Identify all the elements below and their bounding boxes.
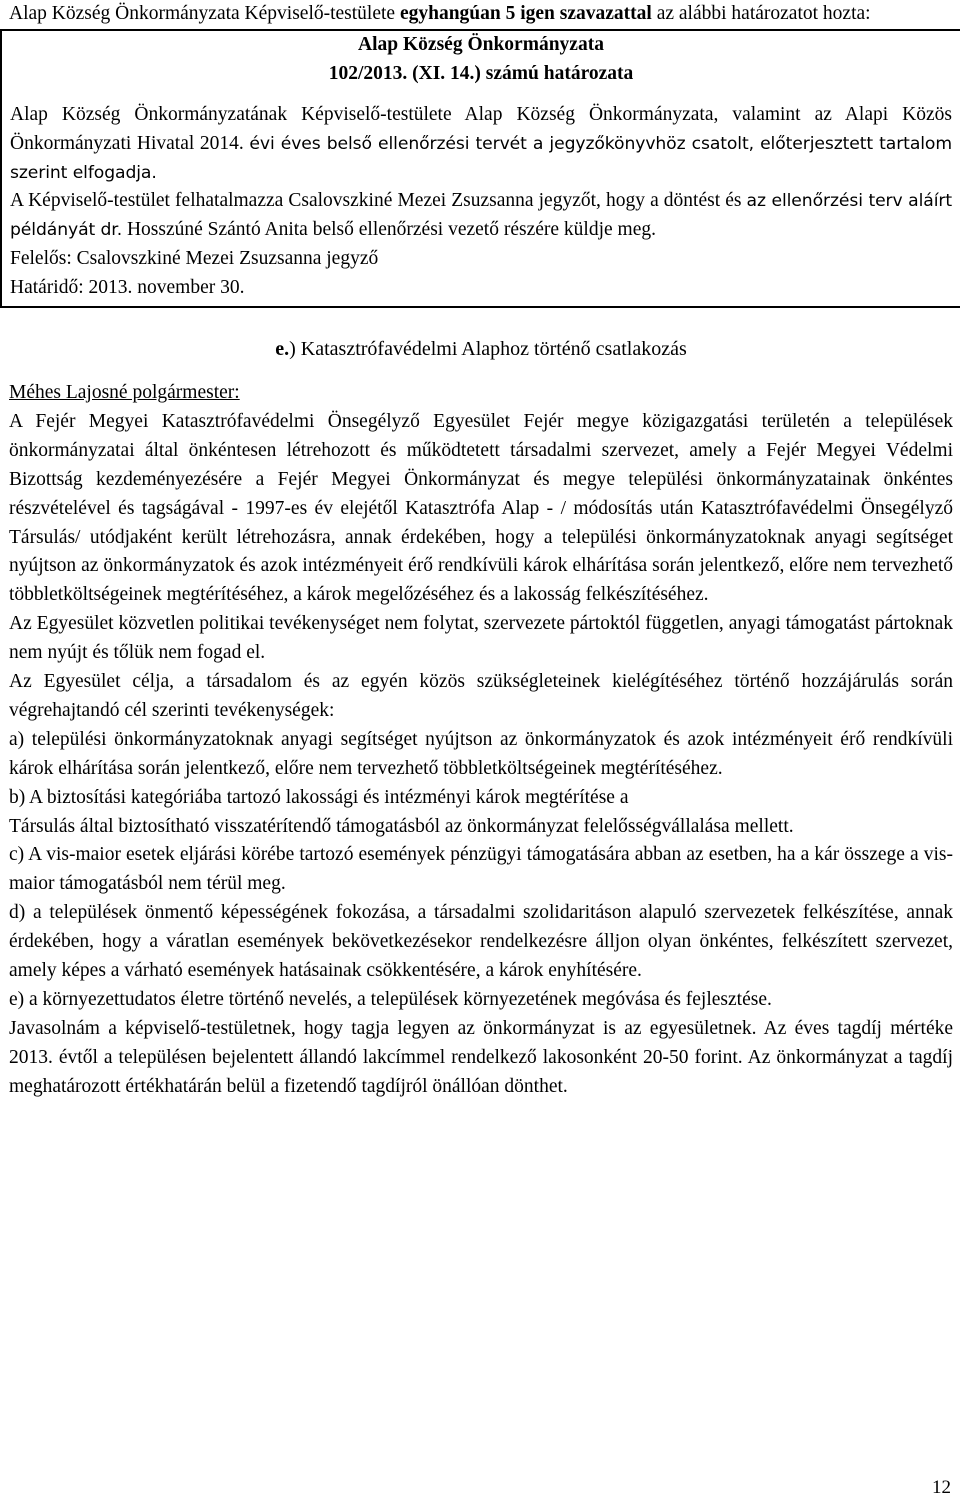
resolution-paragraph-2-a: A Képviselő-testület felhatalmazza Csalovszkiné Mezei Zsuzsanna jegyzőt, hogy a döntést és bbox=[10, 190, 747, 212]
resolution-title-line1: Alap Község Önkormányzata bbox=[358, 33, 604, 55]
section-body bbox=[9, 408, 953, 1102]
section-paragraph: a) települési önkormányzatoknak anyagi segítséget nyújtson az önkormányzatok és azok intézményeit érő rendkívüli károk elhárítása során jelentkező, előre nem tervezhető többletköltségeinek megtérítéséhez. bbox=[9, 728, 953, 779]
section-paragraph: b) A biztosítási kategóriába tartozó lakossági és intézményi károk megtérítése a bbox=[9, 786, 629, 808]
speaker-label: Méhes Lajosné polgármester: bbox=[9, 381, 240, 403]
resolution-responsible: Felelős: Csalovszkiné Mezei Zsuzsanna jegyző bbox=[10, 248, 379, 270]
resolution-deadline: Határidő: 2013. november 30. bbox=[10, 277, 245, 299]
resolution-paragraph-1-a: Alap Község Önkormányzatának Képviselő-testülete Alap Község Önkormányzata, valamint az Alapi Közös Önkormányzati Hivatal 2014. bbox=[10, 103, 952, 154]
intro-prefix: Alap Község Önkormányzata Képviselő-testülete bbox=[9, 3, 400, 24]
section-heading-text: ) Katasztrófavédelmi Alaphoz történő csatlakozás bbox=[289, 338, 687, 361]
section-paragraph: Az Egyesület közvetlen politikai tevékenységet nem folytat, szervezete pártoktól független, anyagi támogatást pártoknak nem nyújt és tőlük nem fogad el. bbox=[9, 613, 953, 664]
resolution-paragraph-2-b: az ellenőrzési terv aláírt példányát dr. bbox=[10, 191, 952, 241]
section-heading-prefix: e. bbox=[275, 338, 290, 361]
resolution-paragraph-2-c: Hosszúné Szántó Anita belső ellenőrzési vezető részére küldje meg. bbox=[122, 219, 656, 241]
section-paragraph: c) A vis-maior esetek eljárási körébe tartozó események pénzügyi támogatására abban az esetben, ha a kár összege a vis-maior támogatásból nem térül meg. bbox=[9, 844, 953, 895]
intro-paragraph bbox=[9, 0, 953, 29]
section-paragraph: d) a települések önmentő képességének fokozása, a társadalmi szolidaritáson alapuló szervezetek felkészítése, annak érdekében, hogy a váratlan események bekövetkezésekor rendelkezésre álljon olyan önkéntes, felkészített szervezet, amely képes a várható események hatásainak csökkentésére, a károk enyhítésére. bbox=[9, 902, 953, 982]
section-paragraph: Javasolnám a képviselő-testületnek, hogy tagja legyen az önkormányzat is az egyesületnek. Az éves tagdíj mértéke 2013. évtől a településen bejelentett állandó lakcímmel rendelkező lakosonként 20-50 forint. Az önkormányzat a tagdíj meghatározott értékhatárán belül a fizetendő tagdíjról önállóan dönthet. bbox=[9, 1017, 953, 1097]
section-paragraph: Társulás által biztosítható visszatérítendő támogatásból az önkormányzat felelősségvállalása mellett. bbox=[9, 815, 794, 837]
page-number: 12 bbox=[932, 1477, 951, 1498]
resolution-paragraph-1 bbox=[10, 101, 952, 188]
resolution-title-line2: 102/2013. (XI. 14.) számú határozata bbox=[328, 62, 634, 84]
document-page bbox=[9, 0, 953, 1102]
resolution-paragraph-2 bbox=[10, 187, 952, 245]
section-paragraph: Az Egyesület célja, a társadalom és az egyén közös szükségleteinek kielégítéséhez történő hozzájárulás során végrehajtandó cél szerinti tevékenységek: bbox=[9, 671, 953, 721]
intro-suffix: az alábbi határozatot hozta: bbox=[651, 3, 871, 24]
section-paragraph: A Fejér Megyei Katasztrófavédelmi Önsegélyző Egyesület Fejér megye közigazgatási területén a települések önkormányzatai által önkéntesen létrehozott és működtetett társadalmi szervezet, amely a Fejér Megyei Védelmi Bizottság kezdeményezésére a Fejér Megyei Önkormányzat és megye települési önkormányzatainak önkéntes részvételével és tagságával - 1997-es év elejétől Katasztrófa Alap - / módosítás után Katasztrófavédelmi Önsegélyző Társulás/ utódjaként került létrehozásra, annak érdekében, hogy a települési önkormányzatoknak anyagi segítséget nyújtson az önkormányzatok és azok intézményeit érő rendkívüli károk elhárítása során jelentkező, előre nem tervezhető többletköltségeinek megtérítéséhez, a károk megelőzéséhez és a lakosság felkészítéséhez. bbox=[9, 410, 953, 606]
vote-result: egyhangúan 5 igen szavazattal bbox=[399, 3, 652, 24]
resolution-paragraph-1-b: évi éves belső ellenőrzési tervét a jegyzőkönyvhöz csatolt, előterjesztett tartalom szerint elfogadja. bbox=[10, 133, 952, 183]
resolution-box bbox=[0, 29, 960, 308]
section-paragraph: e) a környezettudatos életre történő nevelés, a települések környezetének megóvása és fejlesztése. bbox=[9, 989, 772, 1010]
section-heading bbox=[9, 335, 953, 364]
